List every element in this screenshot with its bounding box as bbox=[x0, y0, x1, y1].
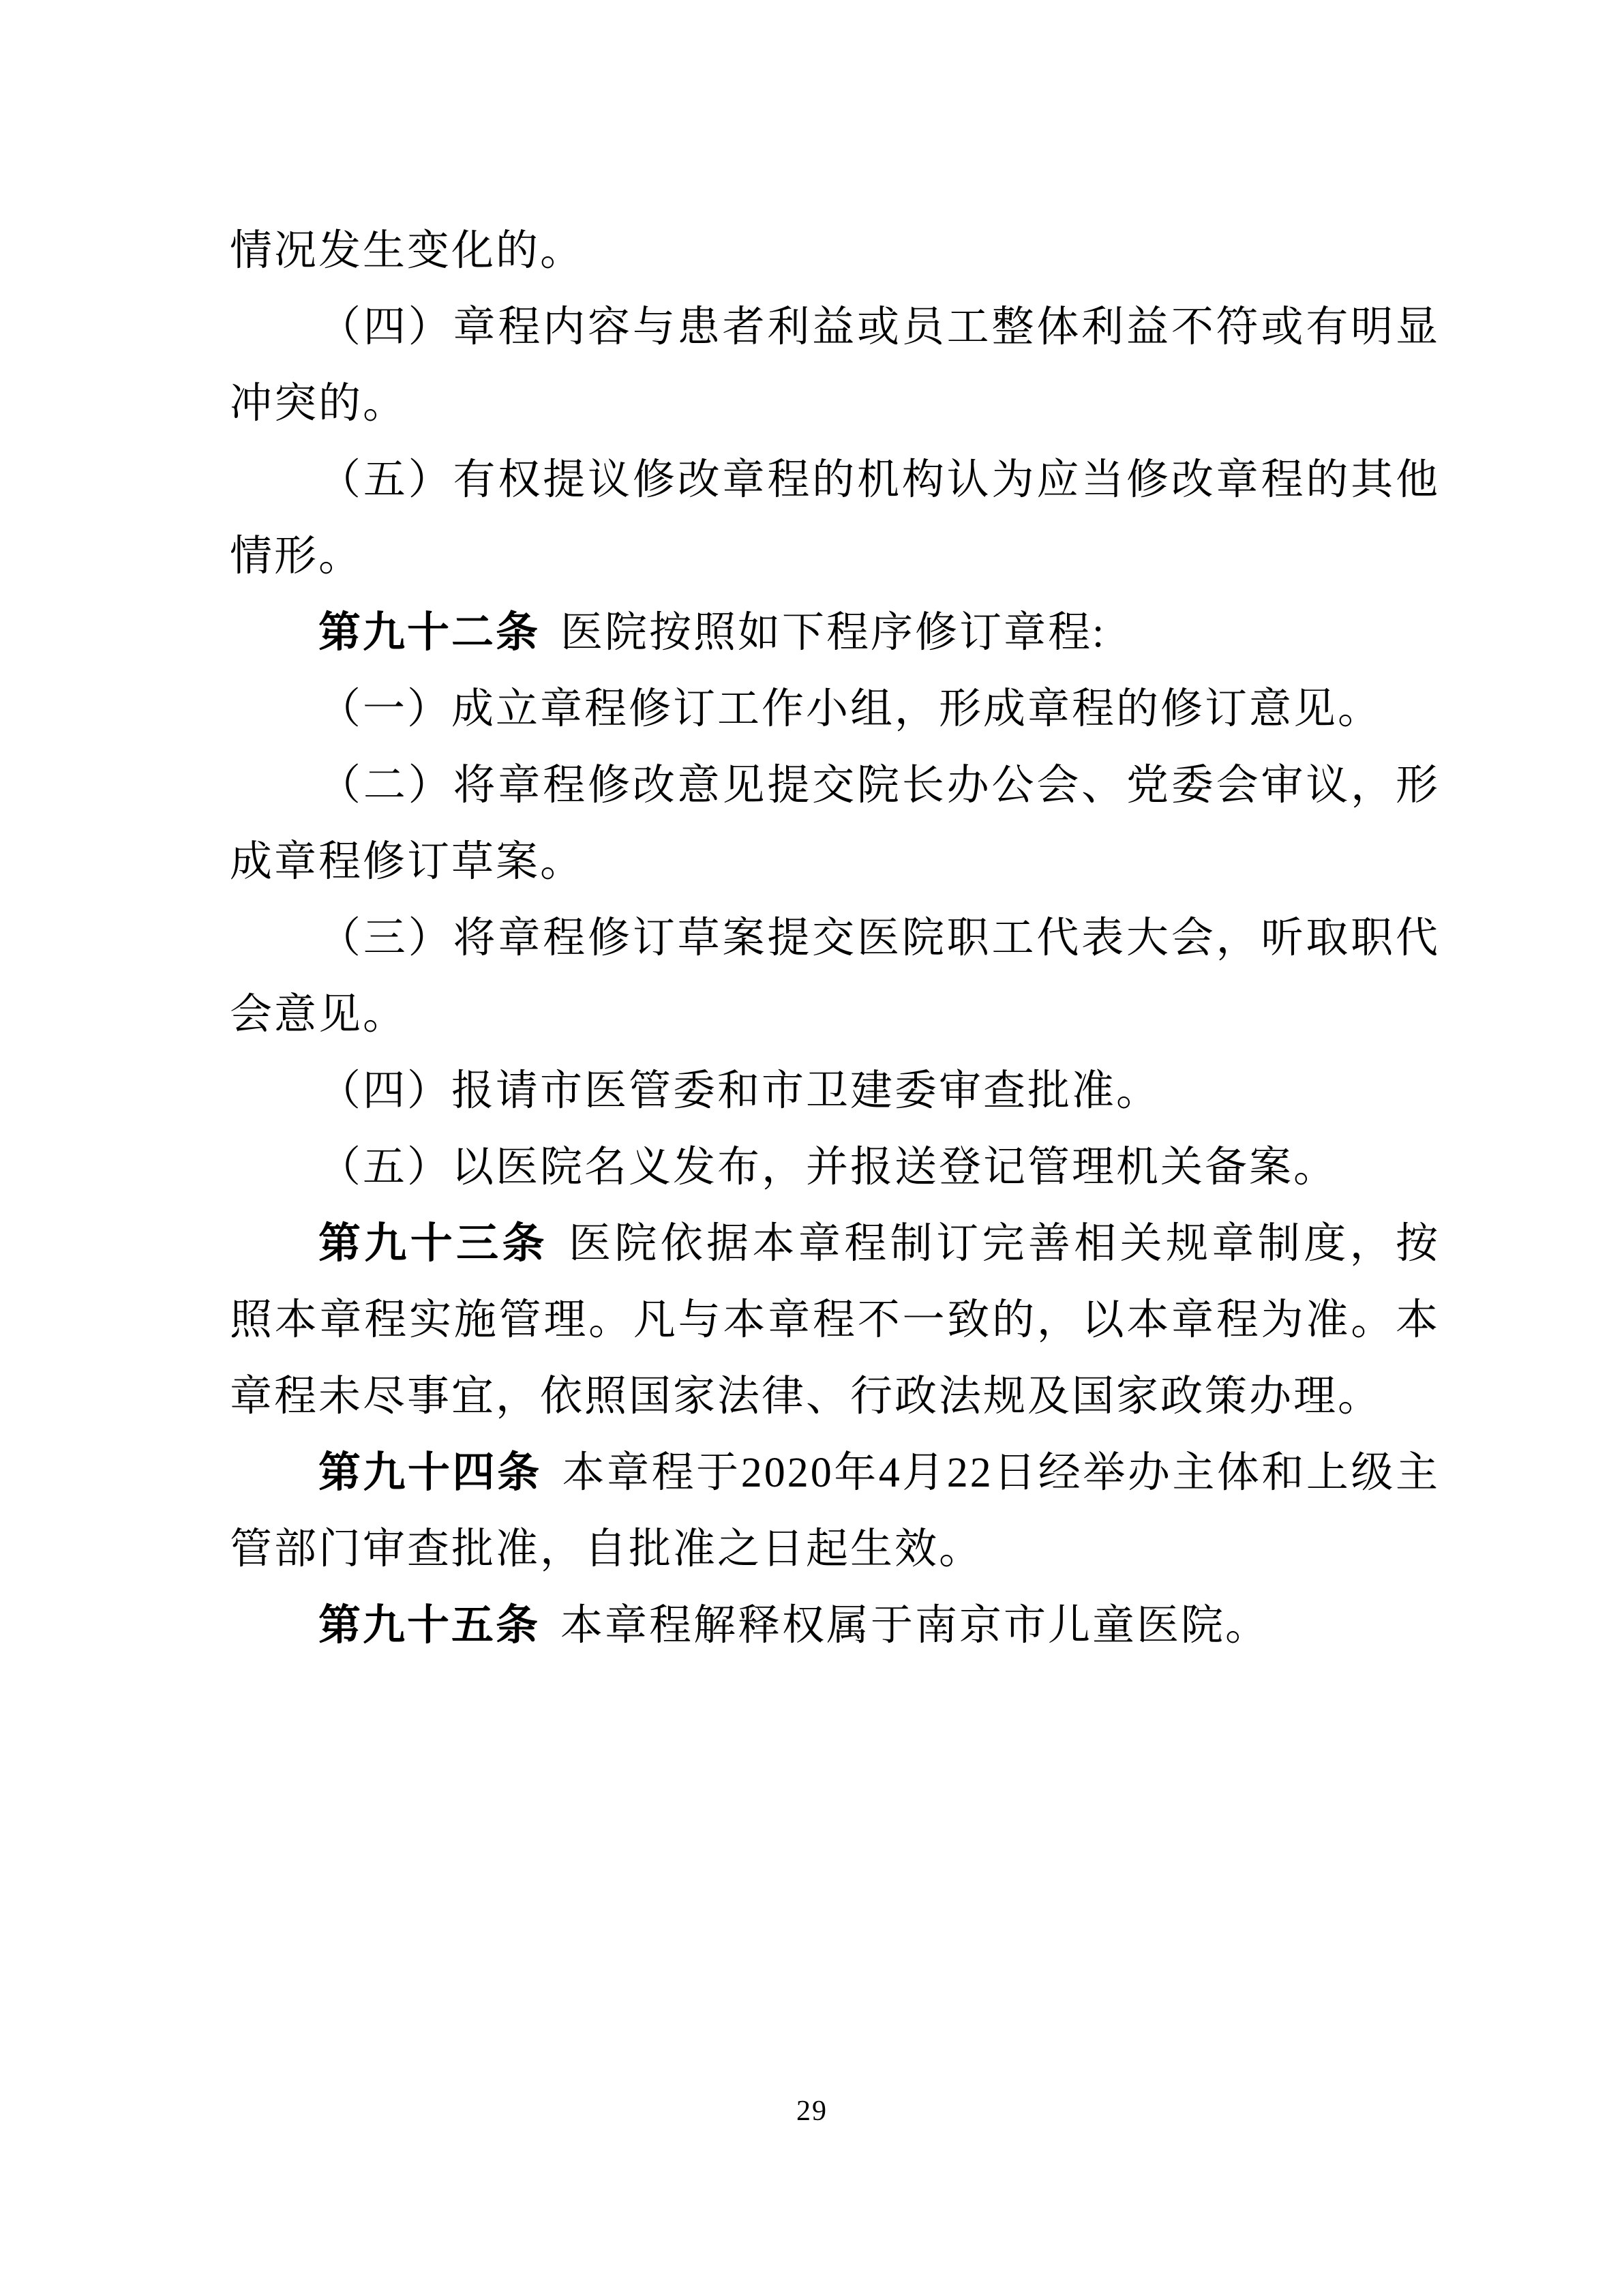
paragraph-text: （四）章程内容与患者利益或员工整体利益不符或有明显冲突的。 bbox=[230, 304, 1440, 427]
article-number: 第九十三条 bbox=[318, 1221, 548, 1267]
paragraph-text: （四）报请市医管委和市卫建委审查批准。 bbox=[318, 1068, 1161, 1114]
paragraph-text: 医院按照如下程序修订章程: bbox=[560, 610, 1107, 656]
document-body bbox=[230, 213, 1440, 1664]
article-paragraph bbox=[230, 1206, 1440, 1435]
article-number: 第九十二条 bbox=[318, 610, 541, 656]
article-paragraph bbox=[230, 1435, 1440, 1587]
paragraph-text: （五）以医院名义发布，并报送登记管理机关备案。 bbox=[318, 1144, 1338, 1191]
paragraph-text: （一）成立章程修订工作小组，形成章程的修订意见。 bbox=[318, 686, 1383, 732]
paragraph-text: （三）将章程修订草案提交医院职工代表大会，听取职代会意见。 bbox=[230, 915, 1440, 1038]
page-number: 29 bbox=[796, 2096, 828, 2127]
body-paragraph bbox=[230, 1129, 1440, 1206]
body-paragraph bbox=[230, 747, 1440, 900]
article-paragraph bbox=[230, 595, 1440, 671]
paragraph-text: 情况发生变化的。 bbox=[230, 228, 585, 274]
body-paragraph bbox=[230, 671, 1440, 747]
paragraph-text: 医院依据本章程制订完善相关规章制度，按照本章程实施管理。凡与本章程不一致的，以本章程为准。本章程未尽事宜，依照国家法律、行政法规及国家政策办理。 bbox=[230, 1221, 1440, 1420]
article-paragraph bbox=[230, 1587, 1440, 1664]
body-paragraph bbox=[230, 1053, 1440, 1129]
paragraph-text: 本章程于2020年4月22日经举办主体和上级主管部门审查批准，自批准之日起生效。 bbox=[230, 1450, 1440, 1572]
body-paragraph bbox=[230, 900, 1440, 1053]
body-paragraph bbox=[230, 289, 1440, 442]
paragraph-text: 本章程解释权属于南京市儿童医院。 bbox=[560, 1602, 1270, 1649]
paragraph-text: （五）有权提议修改章程的机构认为应当修改章程的其他情形。 bbox=[230, 457, 1440, 580]
article-number: 第九十四条 bbox=[318, 1450, 542, 1496]
article-number: 第九十五条 bbox=[318, 1602, 541, 1649]
body-paragraph bbox=[230, 213, 1440, 289]
paragraph-text: （二）将章程修改意见提交院长办公会、党委会审议，形成章程修订草案。 bbox=[230, 762, 1440, 885]
body-paragraph bbox=[230, 442, 1440, 595]
